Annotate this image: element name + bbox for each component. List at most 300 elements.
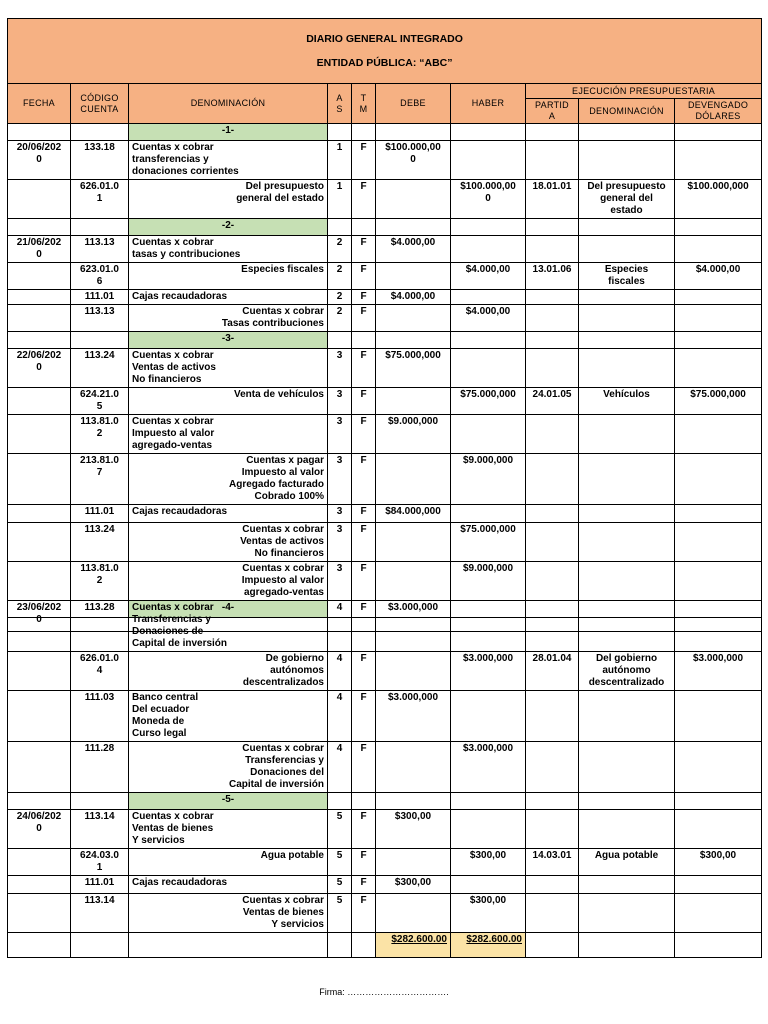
journal-row [8,415,762,454]
entry-number-label: -3- [129,332,328,349]
tm-cell: F [352,894,376,933]
entry-separator-row [8,793,762,810]
journal-row [8,180,762,219]
debe-cell [376,454,451,505]
empty-cell [376,124,451,141]
haber-cell [451,415,526,454]
debe-cell [376,742,451,793]
tm-cell: F [352,876,376,894]
devengado-cell [675,601,762,652]
tm-cell: F [352,562,376,601]
denominacion-presupuesto-cell [579,305,675,332]
as-cell: 3 [328,349,352,388]
tm-cell: F [352,305,376,332]
empty-cell [675,219,762,236]
devengado-cell: $75.000,000 [675,388,762,415]
fecha-cell [8,742,71,793]
codigo-cell: 133.18 [71,141,129,180]
journal-row [8,454,762,505]
empty-cell [451,332,526,349]
empty-cell [8,332,71,349]
fecha-cell: 20/06/202 0 [8,141,71,180]
fecha-cell [8,876,71,894]
partida-cell [526,601,579,652]
tm-cell: F [352,349,376,388]
denominacion-cell: Cuentas x cobrar Ventas de activos No financieros [129,523,328,562]
denominacion-presupuesto-cell [579,141,675,180]
debe-cell [376,305,451,332]
partida-cell [526,810,579,849]
empty-cell [579,793,675,810]
empty-cell [71,332,129,349]
as-cell: 1 [328,180,352,219]
journal-row [8,236,762,263]
journal-row [8,505,762,523]
empty-cell [376,219,451,236]
denominacion-presupuesto-cell: Vehículos [579,388,675,415]
partida-cell [526,415,579,454]
col-header-denominacion: DENOMINACIÓN [129,84,328,124]
empty-cell [328,933,352,958]
journal-body-1 [8,124,762,632]
empty-cell [352,332,376,349]
codigo-cell: 626.01.0 1 [71,180,129,219]
codigo-cell: 213.81.0 7 [71,454,129,505]
as-cell: 3 [328,562,352,601]
empty-cell [376,332,451,349]
entry-separator-row [8,219,762,236]
devengado-cell: $300,00 [675,849,762,876]
debe-cell [376,652,451,691]
devengado-cell [675,810,762,849]
haber-cell: $100.000,00 0 [451,180,526,219]
journal-title-line-1: DIARIO GENERAL INTEGRADO [306,33,463,45]
fecha-cell [8,305,71,332]
haber-cell: $300,00 [451,894,526,933]
entry-number-label: -1- [129,124,328,141]
denominacion-cell: Cuentas x cobrar Transferencias y Donaciones de Capital de inversión [129,601,328,652]
fecha-cell [8,691,71,742]
devengado-cell [675,691,762,742]
journal-row [8,388,762,415]
tm-cell: F [352,601,376,652]
devengado-cell [675,349,762,388]
denominacion-cell: Cuentas x cobrar Tasas contribuciones [129,305,328,332]
codigo-cell: 111.01 [71,505,129,523]
denominacion-presupuesto-cell [579,415,675,454]
empty-cell [579,124,675,141]
journal-row [8,349,762,388]
debe-cell [376,388,451,415]
denominacion-presupuesto-cell [579,742,675,793]
devengado-cell [675,523,762,562]
empty-cell [526,332,579,349]
devengado-cell [675,876,762,894]
denominacion-presupuesto-cell [579,562,675,601]
as-cell: 2 [328,236,352,263]
col-header-devengado: DEVENGADO DÓLARES [675,99,762,124]
codigo-cell: 111.01 [71,876,129,894]
devengado-cell [675,562,762,601]
journal-row [8,523,762,562]
empty-cell [328,124,352,141]
fecha-cell: 23/06/202 0 [8,601,71,652]
empty-cell [352,219,376,236]
codigo-cell: 111.28 [71,742,129,793]
as-cell: 4 [328,691,352,742]
denominacion-cell: Cajas recaudadoras [129,876,328,894]
as-cell: 3 [328,388,352,415]
empty-cell [8,124,71,141]
as-cell: 4 [328,652,352,691]
partida-cell [526,876,579,894]
debe-cell: $300,00 [376,810,451,849]
denominacion-presupuesto-cell: Del presupuesto general del estado [579,180,675,219]
total-debe: $282.600.00 [376,933,451,958]
journal-body-2 [8,601,762,958]
haber-cell [451,290,526,305]
partida-cell: 28.01.04 [526,652,579,691]
empty-cell [129,933,328,958]
total-haber: $282.600.00 [451,933,526,958]
as-cell: 3 [328,454,352,505]
denominacion-presupuesto-cell [579,349,675,388]
denominacion-cell: Cajas recaudadoras [129,505,328,523]
partida-cell [526,349,579,388]
fecha-cell [8,652,71,691]
codigo-cell: 623.01.0 6 [71,263,129,290]
devengado-cell [675,505,762,523]
codigo-cell: 624.21.0 5 [71,388,129,415]
as-cell: 4 [328,742,352,793]
col-header-debe: DEBE [376,84,451,124]
devengado-cell [675,894,762,933]
devengado-cell: $100.000,000 [675,180,762,219]
denominacion-cell: Banco central Del ecuador Moneda de Curso legal [129,691,328,742]
journal-row [8,810,762,849]
journal-row [8,652,762,691]
codigo-cell: 113.81.0 2 [71,562,129,601]
empty-cell [352,933,376,958]
debe-cell: $4.000,00 [376,236,451,263]
debe-cell [376,894,451,933]
denominacion-cell: Cajas recaudadoras [129,290,328,305]
denominacion-presupuesto-cell [579,601,675,652]
debe-cell [376,523,451,562]
codigo-cell: 111.03 [71,691,129,742]
haber-cell [451,601,526,652]
haber-cell: $75.000,000 [451,523,526,562]
devengado-cell [675,415,762,454]
journal-row [8,263,762,290]
journal-table-2 [7,600,762,958]
journal-row [8,849,762,876]
entry-number-label: -5- [129,793,328,810]
as-cell: 2 [328,305,352,332]
denominacion-presupuesto-cell [579,454,675,505]
partida-cell [526,505,579,523]
denominacion-cell: De gobierno autónomos descentralizados [129,652,328,691]
tm-cell: F [352,141,376,180]
partida-cell [526,523,579,562]
tm-cell: F [352,810,376,849]
debe-cell [376,263,451,290]
codigo-cell: 113.24 [71,349,129,388]
empty-cell [376,793,451,810]
journal-title [8,19,762,84]
denominacion-presupuesto-cell [579,810,675,849]
empty-cell [526,793,579,810]
denominacion-presupuesto-cell [579,290,675,305]
as-cell: 3 [328,505,352,523]
empty-cell [579,332,675,349]
partida-cell [526,454,579,505]
codigo-cell: 113.24 [71,523,129,562]
partida-cell [526,894,579,933]
devengado-cell: $3.000,000 [675,652,762,691]
partida-cell [526,691,579,742]
empty-cell [579,219,675,236]
empty-cell [675,332,762,349]
haber-cell [451,505,526,523]
journal-row [8,141,762,180]
fecha-cell [8,523,71,562]
journal-row [8,742,762,793]
denominacion-cell: Agua potable [129,849,328,876]
devengado-cell [675,454,762,505]
denominacion-presupuesto-cell: Especies fiscales [579,263,675,290]
haber-cell [451,876,526,894]
partida-cell: 14.03.01 [526,849,579,876]
partida-cell: 24.01.05 [526,388,579,415]
as-cell: 4 [328,601,352,652]
haber-cell: $3.000,000 [451,652,526,691]
codigo-cell: 113.14 [71,894,129,933]
partida-cell [526,290,579,305]
denominacion-cell: Cuentas x cobrar tasas y contribuciones [129,236,328,263]
signature-line: Firma: ……………………………. [319,987,449,997]
as-cell: 3 [328,415,352,454]
tm-cell: F [352,523,376,562]
codigo-cell: 113.13 [71,236,129,263]
debe-cell: $100.000,00 0 [376,141,451,180]
fecha-cell [8,849,71,876]
as-cell: 5 [328,849,352,876]
fecha-cell: 24/06/202 0 [8,810,71,849]
devengado-cell [675,305,762,332]
as-cell: 1 [328,141,352,180]
denominacion-presupuesto-cell [579,523,675,562]
haber-cell: $3.000,000 [451,742,526,793]
haber-cell [451,810,526,849]
tm-cell: F [352,742,376,793]
denominacion-cell: Cuentas x cobrar Impuesto al valor agregado-ventas [129,562,328,601]
debe-cell: $3.000,000 [376,601,451,652]
empty-cell [526,124,579,141]
empty-cell [328,332,352,349]
as-cell: 5 [328,876,352,894]
fecha-cell [8,290,71,305]
journal-title-line-2: ENTIDAD PÚBLICA: “ABC” [316,57,453,69]
denominacion-cell: Cuentas x cobrar Transferencias y Donaciones del Capital de inversión [129,742,328,793]
haber-cell: $9.000,000 [451,454,526,505]
partida-cell [526,236,579,263]
partida-cell [526,141,579,180]
tm-cell: F [352,691,376,742]
tm-cell: F [352,652,376,691]
journal-row [8,894,762,933]
denominacion-cell: Cuentas x cobrar Ventas de bienes Y servicios [129,810,328,849]
empty-cell [675,933,762,958]
debe-cell [376,180,451,219]
devengado-cell [675,290,762,305]
haber-cell: $4.000,00 [451,263,526,290]
fecha-cell: 21/06/202 0 [8,236,71,263]
denominacion-cell: Cuentas x cobrar Ventas de bienes Y servicios [129,894,328,933]
entry-number-label: -4- [129,601,328,618]
codigo-cell: 626.01.0 4 [71,652,129,691]
entry-separator-row [8,332,762,349]
debe-cell: $3.000,000 [376,691,451,742]
empty-cell [8,933,71,958]
codigo-cell: 624.03.0 1 [71,849,129,876]
fecha-cell [8,894,71,933]
tm-cell: F [352,454,376,505]
journal-row [8,601,762,652]
as-cell: 2 [328,263,352,290]
codigo-cell: 113.14 [71,810,129,849]
fecha-cell [8,388,71,415]
fecha-cell [8,180,71,219]
empty-cell [451,793,526,810]
partida-cell [526,562,579,601]
partida-cell [526,742,579,793]
as-cell: 3 [328,523,352,562]
empty-cell [451,124,526,141]
codigo-cell: 111.01 [71,290,129,305]
empty-cell [675,124,762,141]
empty-cell [526,219,579,236]
empty-cell [526,933,579,958]
haber-cell [451,141,526,180]
devengado-cell [675,742,762,793]
tm-cell: F [352,388,376,415]
fecha-cell [8,263,71,290]
empty-cell [451,219,526,236]
as-cell: 5 [328,810,352,849]
denominacion-presupuesto-cell [579,876,675,894]
empty-cell [8,219,71,236]
haber-cell [451,349,526,388]
partida-cell: 18.01.01 [526,180,579,219]
devengado-cell: $4.000,00 [675,263,762,290]
fecha-cell [8,505,71,523]
empty-cell [71,793,129,810]
denominacion-presupuesto-cell: Del gobierno autónomo descentralizado [579,652,675,691]
codigo-cell: 113.81.0 2 [71,415,129,454]
col-header-haber: HABER [451,84,526,124]
fecha-cell: 22/06/202 0 [8,349,71,388]
denominacion-cell: Cuentas x cobrar Ventas de activos No financieros [129,349,328,388]
as-cell: 5 [328,894,352,933]
haber-cell: $9.000,000 [451,562,526,601]
empty-cell [675,793,762,810]
debe-cell [376,562,451,601]
empty-cell [579,933,675,958]
col-header-as: A S [328,84,352,124]
journal-row [8,290,762,305]
fecha-cell [8,562,71,601]
fecha-cell [8,454,71,505]
empty-cell [8,793,71,810]
denominacion-presupuesto-cell [579,894,675,933]
tm-cell: F [352,290,376,305]
denominacion-cell: Cuentas x cobrar transferencias y donaciones corrientes [129,141,328,180]
haber-cell: $75.000,000 [451,388,526,415]
col-header-denominacion-presupuesto: DENOMINACIÓN [579,99,675,124]
empty-cell [71,124,129,141]
haber-cell [451,691,526,742]
journal-row [8,562,762,601]
fecha-cell [8,415,71,454]
tm-cell: F [352,505,376,523]
denominacion-cell: Cuentas x pagar Impuesto al valor Agregado facturado Cobrado 100% [129,454,328,505]
denominacion-presupuesto-cell [579,691,675,742]
tm-cell: F [352,236,376,263]
denominacion-cell: Cuentas x cobrar Impuesto al valor agregado-ventas [129,415,328,454]
journal-row [8,691,762,742]
codigo-cell: 113.13 [71,305,129,332]
debe-cell: $4.000,00 [376,290,451,305]
denominacion-cell: Del presupuesto general del estado [129,180,328,219]
col-header-fecha: FECHA [8,84,71,124]
empty-cell [352,124,376,141]
codigo-cell: 113.28 [71,601,129,652]
partida-cell [526,305,579,332]
haber-cell: $300,00 [451,849,526,876]
col-header-ejecucion: EJECUCIÓN PRESUPUESTARIA [526,84,762,99]
as-cell: 2 [328,290,352,305]
empty-cell [328,793,352,810]
entry-number-label: -2- [129,219,328,236]
total-row [8,933,762,958]
empty-cell [352,793,376,810]
tm-cell: F [352,849,376,876]
tm-cell: F [352,263,376,290]
haber-cell [451,236,526,263]
journal-row [8,876,762,894]
debe-cell: $300,00 [376,876,451,894]
col-header-codigo: CÓDIGO CUENTA [71,84,129,124]
empty-cell [328,219,352,236]
debe-cell: $75.000,000 [376,349,451,388]
haber-cell: $4.000,00 [451,305,526,332]
tm-cell: F [352,415,376,454]
denominacion-cell: Especies fiscales [129,263,328,290]
devengado-cell [675,236,762,263]
journal-table-1 [7,18,762,632]
empty-cell [71,933,129,958]
journal-row [8,305,762,332]
denominacion-presupuesto-cell [579,505,675,523]
col-header-partida: PARTID A [526,99,579,124]
denominacion-cell: Venta de vehículos [129,388,328,415]
col-header-tm: T M [352,84,376,124]
tm-cell: F [352,180,376,219]
devengado-cell [675,141,762,180]
debe-cell: $84.000,000 [376,505,451,523]
empty-cell [71,219,129,236]
